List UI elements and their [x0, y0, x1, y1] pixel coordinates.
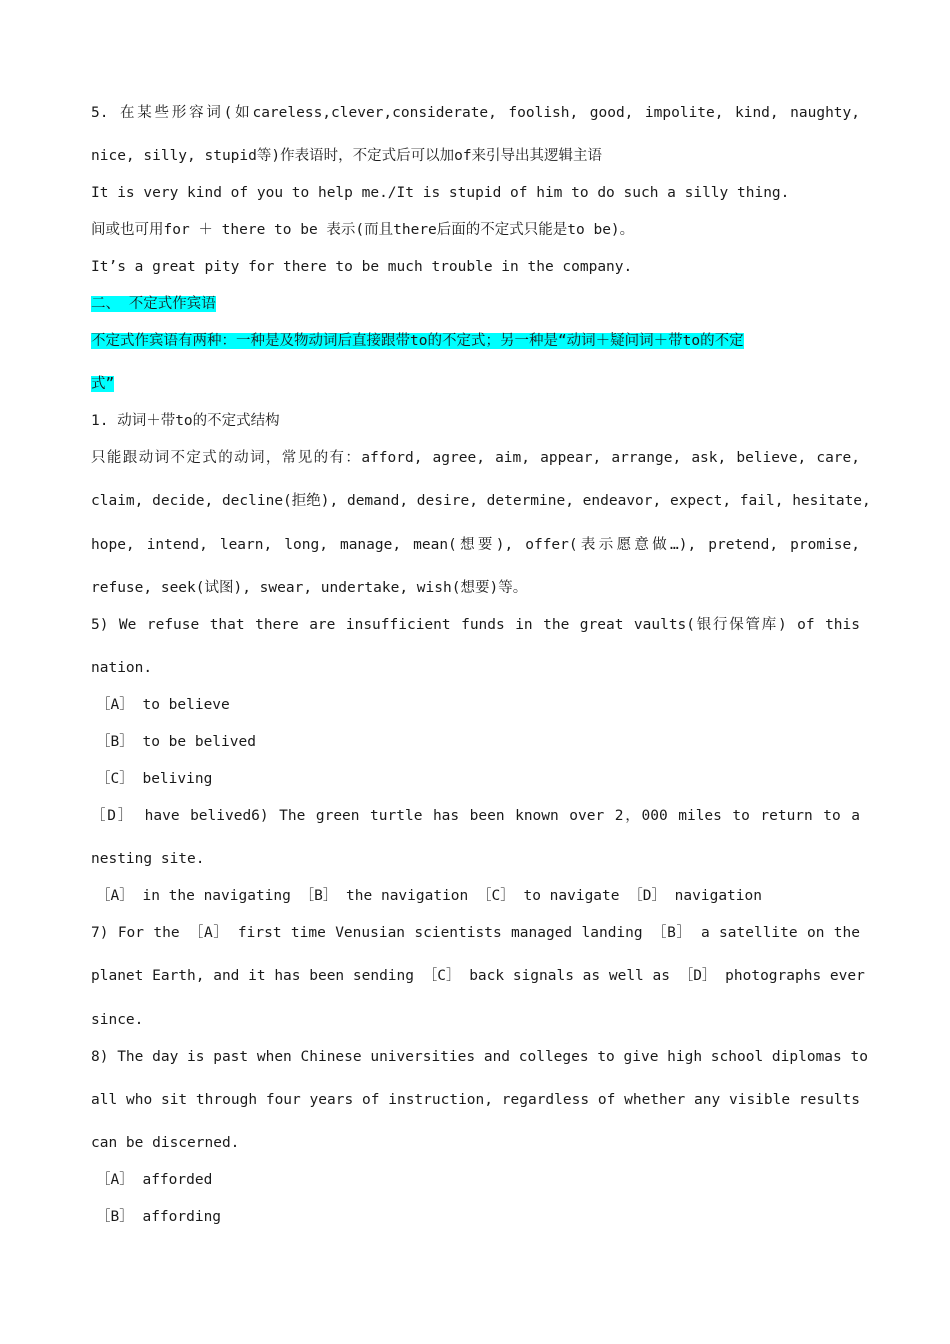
subsection-1-title: 1. 动词＋带to的不定式结构 [91, 413, 280, 429]
subsection-1-line-4: refuse, seek(试图), swear, undertake, wish(想要)等。 [91, 580, 528, 596]
question-8-option-a: ［A］ afforded [96, 1172, 213, 1188]
section-2-intro-line-2 [91, 374, 860, 394]
section-2-intro-text-2: 式” [91, 376, 115, 392]
question-7-line-1: 7) For the ［A］ first time Venusian scientists managed landing ［B］ a satellite on the [91, 925, 860, 941]
question-5-option-a: ［A］ to believe [96, 697, 230, 713]
question-7-line-3: since. [91, 1012, 144, 1028]
p5-example-1: It is very kind of you to help me./It is stupid of him to do such a silly thing. [91, 185, 790, 201]
question-5-option-c: ［C］ beliving [96, 771, 213, 787]
subsection-1-line-1: 只能跟动词不定式的动词，常见的有：afford, agree, aim, appear, arrange, ask, believe, care, [91, 450, 860, 466]
p5-line-3: 间或也可用for ＋ there to be 表示(而且there后面的不定式只能是to be)。 [91, 222, 635, 238]
p5-line-1: 5. 在某些形容词(如careless,clever,considerate, foolish, good, impolite, kind, naughty, [91, 105, 860, 121]
question-5-line-2: nation. [91, 660, 153, 676]
question-5-option-b: ［B］ to be belived [96, 734, 256, 750]
section-2-title: 二、 不定式作宾语 [91, 296, 216, 312]
section-2-intro-line-1 [91, 331, 860, 351]
p5-example-2: It’s a great pity for there to be much trouble in the company. [91, 259, 633, 275]
question-5-line-1: 5) We refuse that there are insufficient funds in the great vaults(银行保管库) of this [91, 617, 860, 633]
question-7-line-2: planet Earth, and it has been sending ［C］ back signals as well as ［D］ photographs ever [91, 968, 865, 984]
question-8-line-2: all who sit through four years of instruction, regardless of whether any visible results [91, 1092, 860, 1108]
section-2-heading [91, 294, 860, 314]
question-6-options: ［A］ in the navigating ［B］ the navigation ［C］ to navigate ［D］ navigation [96, 888, 762, 904]
question-6-line-2: nesting site. [91, 851, 205, 867]
question-8-line-3: can be discerned. [91, 1135, 240, 1151]
question-8-line-1: 8) The day is past when Chinese universities and colleges to give high school diplomas to [91, 1049, 868, 1065]
subsection-1-line-3: hope, intend, learn, long, manage, mean(想要), offer(表示愿意做…), pretend, promise, [91, 537, 860, 553]
section-2-intro-text-1: 不定式作宾语有两种：一种是及物动词后直接跟带to的不定式；另一种是“动词＋疑问词＋带to的不定 [91, 333, 744, 349]
p5-line-2: nice, silly, stupid等)作表语时，不定式后可以加of来引导出其逻辑主语 [91, 148, 603, 164]
question-8-option-b: ［B］ affording [96, 1209, 222, 1225]
subsection-1-line-2: claim, decide, decline(拒绝), demand, desire, determine, endeavor, expect, fail, hesitate, [91, 493, 871, 509]
question-5-option-d-question-6-line-1: ［D］ have belived6) The green turtle has been known over 2，000 miles to return to a [91, 808, 860, 824]
